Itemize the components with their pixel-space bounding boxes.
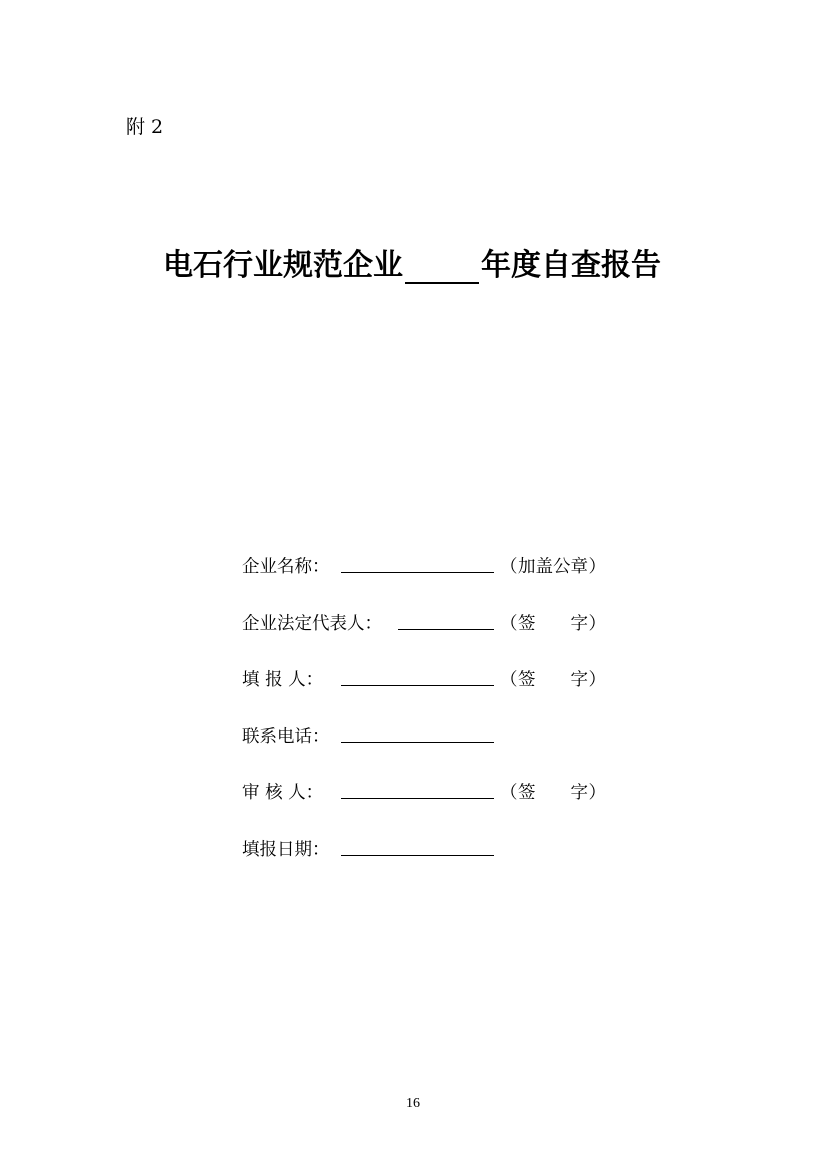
title-suffix: 年度自查报告 — [481, 248, 661, 283]
field-filler — [242, 666, 622, 690]
paren-open: （ — [500, 670, 518, 690]
field-reviewer — [242, 779, 622, 803]
legal-representative-blank[interactable] — [398, 629, 494, 630]
field-label: 填报日期： — [242, 840, 330, 860]
field-note — [500, 553, 606, 578]
date-blank[interactable] — [341, 855, 494, 856]
paren-open: （ — [500, 783, 518, 803]
note-text: 签 字 — [518, 783, 588, 803]
field-company-name — [242, 553, 622, 577]
paren-close: ） — [588, 670, 606, 690]
reviewer-blank[interactable] — [341, 798, 494, 799]
title-prefix: 电石行业规范企业 — [163, 248, 403, 283]
phone-blank[interactable] — [341, 742, 494, 743]
field-phone — [242, 723, 622, 747]
page-number: 16 — [406, 1096, 420, 1111]
paren-open: （ — [500, 614, 518, 634]
field-note — [500, 666, 606, 691]
field-date — [242, 836, 622, 860]
field-label: 审 核 人： — [242, 783, 324, 803]
field-label: 填 报 人： — [242, 670, 324, 690]
document-title — [163, 240, 661, 284]
field-label: 企业名称： — [242, 557, 330, 577]
field-label: 联系电话： — [242, 727, 330, 747]
paren-close: ） — [588, 557, 606, 577]
paren-close: ） — [588, 614, 606, 634]
field-note — [500, 610, 606, 635]
field-label: 企业法定代表人： — [242, 614, 382, 634]
note-text: 签 字 — [518, 670, 588, 690]
attachment-label: 附 2 — [126, 116, 164, 138]
filler-blank[interactable] — [341, 685, 494, 686]
note-text: 签 字 — [518, 614, 588, 634]
field-legal-representative — [242, 610, 622, 634]
company-name-blank[interactable] — [341, 572, 494, 573]
paren-open: （ — [500, 557, 518, 577]
year-blank[interactable] — [405, 252, 479, 284]
note-text: 加盖公章 — [518, 557, 588, 577]
field-note — [500, 779, 606, 804]
paren-close: ） — [588, 783, 606, 803]
